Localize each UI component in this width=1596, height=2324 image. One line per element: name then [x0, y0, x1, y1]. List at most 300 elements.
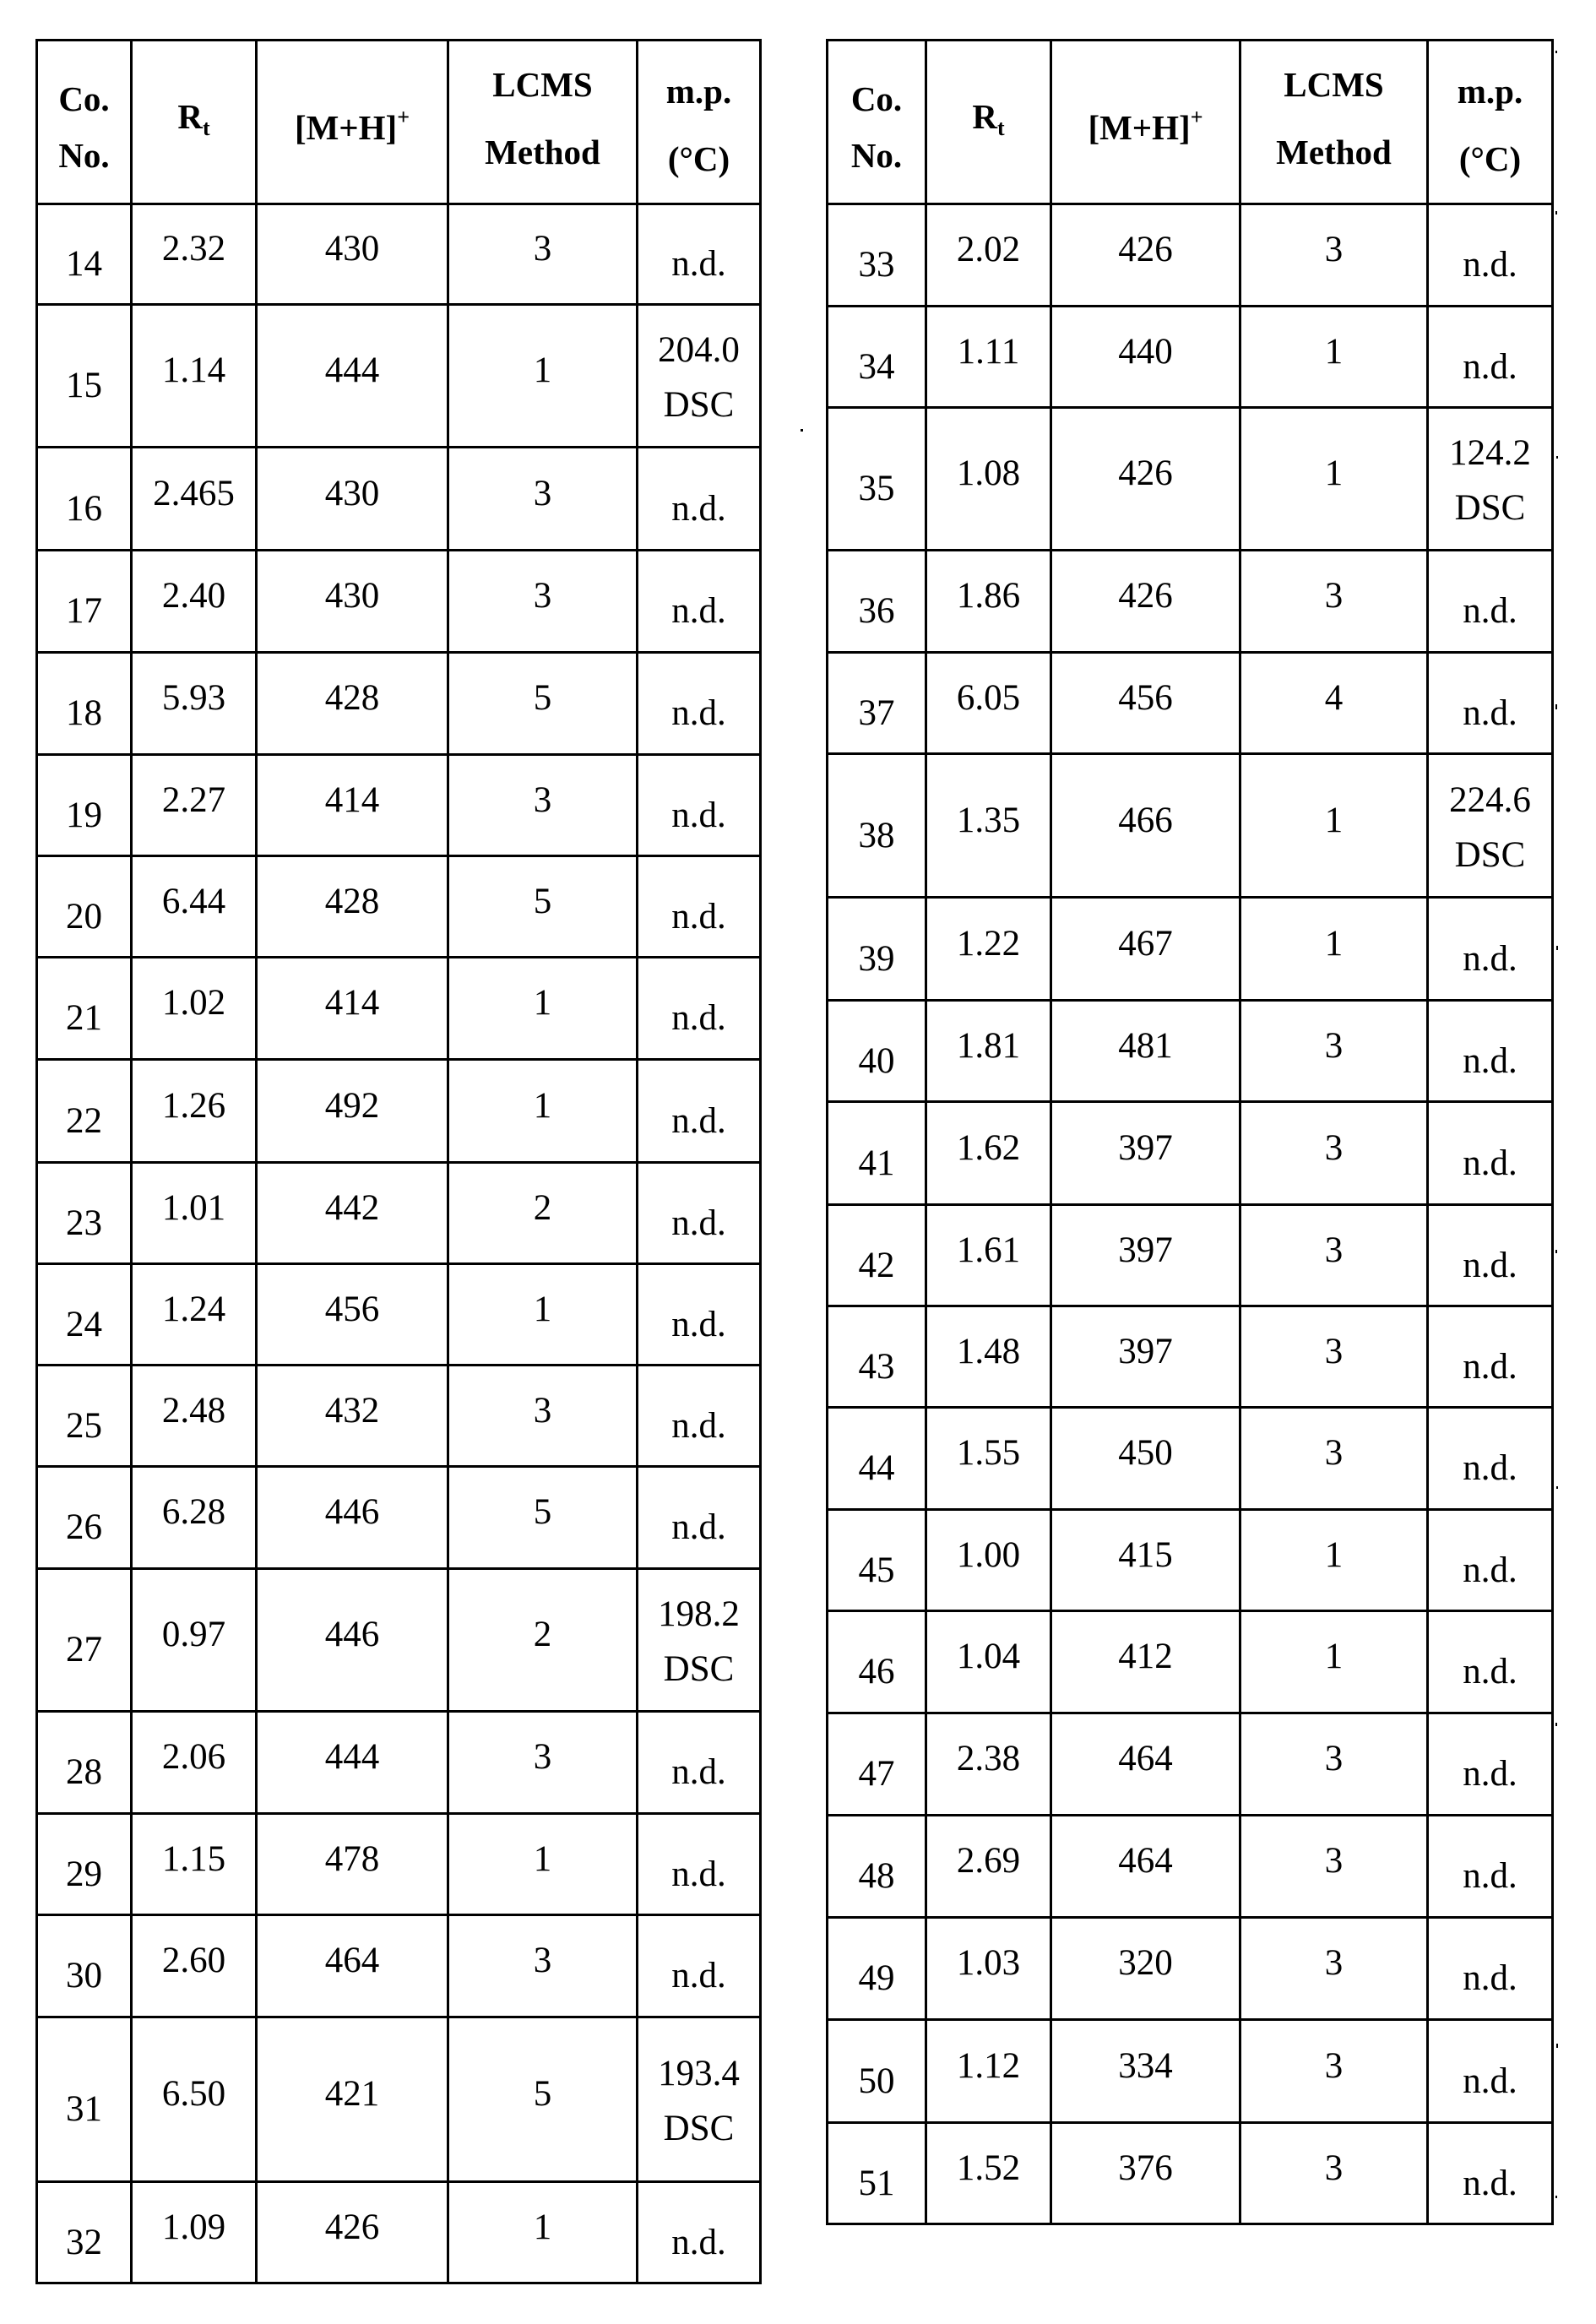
cell-mp-wrap — [638, 687, 759, 740]
cell-mh-value: 478 — [324, 1838, 380, 1879]
cell-lcms — [1240, 1918, 1428, 2020]
cell-mh — [257, 305, 448, 448]
table-row — [828, 1102, 1553, 1205]
cell-lcms — [448, 305, 638, 448]
cell-lcms-value: 1 — [533, 1085, 552, 1126]
cell-mp-wrap — [1429, 1646, 1551, 1698]
cell-mp-value: n.d. — [1463, 1245, 1517, 1285]
cell-lcms-value: 3 — [1324, 1331, 1344, 1371]
cell-mp-wrap — [1429, 585, 1551, 638]
cell-mp-value: n.d. — [1463, 2061, 1517, 2101]
cell-mp-wrap — [1429, 1442, 1551, 1495]
cell-lcms — [448, 1264, 638, 1366]
cell-mh-value: 444 — [324, 350, 380, 390]
cell-lcms — [1240, 1713, 1428, 1816]
table-row — [37, 755, 761, 856]
cell-mh-value: 456 — [324, 1289, 380, 1329]
cell-rt-value: 1.09 — [161, 2207, 226, 2247]
cell-rt-value: 6.28 — [161, 1492, 226, 1532]
cell-mp-wrap — [1429, 687, 1551, 740]
table-row — [828, 754, 1553, 898]
cell-co-no — [828, 1306, 926, 1408]
table-row — [828, 2123, 1553, 2224]
table-row — [828, 2020, 1553, 2123]
cell-rt-value: 1.14 — [161, 350, 226, 390]
cell-lcms-value: 3 — [1324, 1127, 1344, 1168]
cell-lcms-value: 3 — [1324, 2148, 1344, 2188]
cell-mp — [1428, 1205, 1553, 1306]
cell-co-no-value: 48 — [858, 1856, 895, 1896]
cell-mh — [257, 1264, 448, 1366]
cell-co-no — [37, 305, 132, 448]
cell-mh-value: 432 — [324, 1390, 380, 1431]
header-row — [828, 41, 1553, 204]
cell-mp-wrap — [1429, 1748, 1551, 1800]
scan-speck — [1555, 2196, 1557, 2198]
scan-speck — [1555, 51, 1557, 53]
cell-co-no — [828, 307, 926, 408]
cell-mp-method: DSC — [663, 2109, 735, 2148]
cell-co-no-value: 49 — [858, 1958, 895, 1998]
cell-co-no-value: 34 — [858, 346, 895, 387]
cell-mh — [257, 2017, 448, 2182]
scan-speck — [1556, 1486, 1558, 1489]
cell-lcms-value: 1 — [533, 2207, 552, 2247]
cell-mp — [638, 1060, 761, 1163]
cell-lcms — [448, 2182, 638, 2283]
header-mh-main: [M+H] — [294, 107, 398, 147]
cell-lcms — [1240, 2020, 1428, 2123]
cell-co-no — [37, 204, 132, 305]
header-co-no-line2: No. — [58, 135, 110, 175]
cell-co-no-value: 21 — [66, 998, 102, 1038]
header-mp-line1: m.p. — [1457, 71, 1523, 111]
cell-mh-value: 444 — [324, 1737, 380, 1777]
cell-co-no — [828, 408, 926, 551]
table-row — [828, 1306, 1553, 1408]
cell-mp-wrap — [638, 992, 759, 1045]
cell-mp-wrap — [638, 1400, 759, 1452]
scan-speck — [1555, 1723, 1557, 1726]
cell-co-no-value: 19 — [66, 795, 102, 835]
cell-lcms-value: 3 — [533, 1390, 552, 1431]
cell-lcms — [1240, 1205, 1428, 1306]
cell-co-no-value: 44 — [858, 1448, 895, 1488]
cell-mh-value: 376 — [1118, 2148, 1173, 2188]
cell-lcms — [1240, 1102, 1428, 1205]
cell-co-no-value: 35 — [858, 469, 895, 508]
cell-rt — [132, 305, 257, 448]
cell-mh — [257, 2182, 448, 2283]
cell-mp-value: n.d. — [671, 693, 726, 733]
cell-co-no — [37, 1366, 132, 1467]
cell-lcms — [1240, 754, 1428, 898]
cell-rt — [132, 755, 257, 856]
cell-lcms-value: 3 — [533, 1737, 552, 1777]
cell-mp — [638, 448, 761, 551]
table-row — [37, 2017, 761, 2182]
cell-rt — [926, 754, 1051, 898]
cell-rt — [926, 1205, 1051, 1306]
cell-mp-wrap — [1429, 933, 1551, 986]
cell-mp-value: n.d. — [1463, 245, 1517, 285]
table-row — [37, 204, 761, 305]
cell-rt — [132, 204, 257, 305]
cell-mp-wrap — [638, 1299, 759, 1351]
header-rt — [926, 41, 1051, 204]
cell-rt-value: 1.81 — [956, 1025, 1021, 1066]
cell-co-no-value: 37 — [858, 692, 895, 733]
cell-co-no-value: 17 — [66, 591, 102, 631]
cell-rt — [926, 1306, 1051, 1408]
cell-mp — [1428, 1306, 1553, 1408]
cell-lcms — [448, 755, 638, 856]
cell-mh — [257, 551, 448, 653]
cell-rt — [926, 204, 1051, 307]
cell-mh-value: 421 — [324, 2074, 380, 2114]
header-rt-sub: t — [202, 115, 210, 140]
cell-lcms-value: 1 — [533, 350, 552, 390]
cell-mp — [1428, 653, 1553, 754]
cell-lcms-value: 1 — [533, 983, 552, 1023]
cell-mh — [257, 1163, 448, 1264]
cell-rt-value: 1.24 — [161, 1289, 226, 1329]
cell-mp-wrap — [638, 891, 759, 943]
cell-lcms-value: 5 — [533, 1492, 552, 1532]
cell-co-no — [37, 2017, 132, 2182]
cell-rt-value: 0.97 — [161, 1615, 226, 1654]
cell-mp — [638, 856, 761, 958]
cell-mh-value: 466 — [1118, 800, 1173, 840]
cell-rt-value: 1.00 — [956, 1534, 1021, 1575]
cell-mp-value: 124.2 — [1449, 433, 1531, 473]
cell-co-no — [828, 1205, 926, 1306]
cell-rt — [926, 1611, 1051, 1713]
cell-rt — [132, 2017, 257, 2182]
cell-lcms — [448, 1163, 638, 1264]
cell-mp-value: n.d. — [1463, 1448, 1517, 1488]
scan-speck — [1556, 456, 1558, 459]
cell-rt-value: 1.04 — [956, 1637, 1021, 1676]
cell-mh — [1051, 1611, 1240, 1713]
table-row — [828, 1713, 1553, 1816]
table-row — [37, 1264, 761, 1366]
cell-mh-value: 464 — [324, 1941, 380, 1980]
header-mp — [1428, 41, 1553, 204]
cell-lcms-value: 1 — [1324, 923, 1344, 964]
cell-mp — [638, 1915, 761, 2017]
cell-lcms — [1240, 653, 1428, 754]
cell-co-no-value: 20 — [66, 896, 102, 937]
cell-mp-value: n.d. — [671, 1854, 726, 1894]
cell-co-no — [37, 1569, 132, 1712]
cell-mh — [1051, 1102, 1240, 1205]
cell-mp-value: n.d. — [671, 244, 726, 284]
cell-mp-value: n.d. — [671, 1956, 726, 1995]
cell-co-no — [828, 754, 926, 898]
cell-rt-value: 1.62 — [956, 1127, 1021, 1168]
cell-lcms-value: 3 — [1324, 1943, 1344, 1983]
cell-rt — [132, 856, 257, 958]
cell-lcms — [448, 856, 638, 958]
table-row — [37, 1915, 761, 2017]
cell-mp-wrap — [1429, 2055, 1551, 2108]
cell-co-no-value: 14 — [66, 244, 102, 284]
right-table-body — [828, 204, 1553, 2224]
cell-co-no — [828, 1510, 926, 1611]
cell-mp — [638, 1814, 761, 1915]
cell-co-no — [828, 1001, 926, 1102]
table-row — [37, 653, 761, 755]
table-row — [828, 1611, 1553, 1713]
compound-table-left — [35, 39, 762, 2284]
cell-rt-value: 1.22 — [956, 923, 1021, 964]
table-row — [37, 1814, 761, 1915]
cell-rt — [926, 1713, 1051, 1816]
cell-mp — [1428, 754, 1553, 898]
cell-mp — [638, 1569, 761, 1712]
cell-mp-value: 193.4 — [658, 2054, 740, 2093]
cell-mp-value: n.d. — [1463, 1856, 1517, 1896]
cell-co-no-value: 22 — [66, 1100, 102, 1141]
cell-mh — [1051, 653, 1240, 754]
cell-mp-value: n.d. — [671, 1507, 726, 1547]
cell-rt — [132, 958, 257, 1060]
cell-co-no — [37, 1915, 132, 2017]
table-row — [37, 305, 761, 448]
cell-mh-value: 397 — [1118, 1230, 1173, 1270]
cell-co-no-value: 33 — [858, 245, 895, 285]
cell-mh-value: 415 — [1118, 1534, 1173, 1575]
cell-lcms-value: 3 — [533, 576, 552, 616]
cell-mp-value: n.d. — [1463, 692, 1517, 733]
cell-mp-wrap — [638, 1501, 759, 1554]
cell-mh — [257, 204, 448, 305]
cell-lcms-value: 3 — [1324, 1230, 1344, 1270]
table-row — [37, 1467, 761, 1569]
cell-co-no-value: 23 — [66, 1203, 102, 1243]
cell-lcms — [448, 1366, 638, 1467]
cell-rt — [132, 448, 257, 551]
cell-mp-value: n.d. — [671, 488, 726, 529]
cell-mh — [1051, 1205, 1240, 1306]
cell-rt — [926, 408, 1051, 551]
cell-lcms-value: 4 — [1324, 677, 1344, 718]
cell-lcms — [448, 1712, 638, 1814]
header-rt-sub: t — [996, 115, 1005, 140]
table-row — [828, 551, 1553, 653]
cell-mp-value: n.d. — [1463, 1652, 1517, 1691]
cell-mp — [1428, 307, 1553, 408]
cell-rt-value: 1.26 — [161, 1085, 226, 1126]
cell-co-no-value: 39 — [858, 938, 895, 979]
cell-mp-value: 224.6 — [1449, 779, 1531, 820]
cell-lcms-value: 2 — [533, 1615, 552, 1654]
table-row — [828, 898, 1553, 1001]
cell-lcms-value: 3 — [1324, 1025, 1344, 1066]
cell-co-no-value: 32 — [66, 2222, 102, 2262]
cell-lcms — [448, 1467, 638, 1569]
cell-rt-value: 1.52 — [956, 2148, 1021, 2188]
cell-lcms — [448, 1915, 638, 2017]
cell-mh — [1051, 204, 1240, 307]
table-row — [37, 958, 761, 1060]
cell-mp — [1428, 1713, 1553, 1816]
cell-mp-wrap — [1429, 1240, 1551, 1292]
cell-mh — [257, 856, 448, 958]
cell-mh — [1051, 898, 1240, 1001]
cell-mp-wrap — [638, 321, 759, 431]
scan-speck — [1556, 2044, 1558, 2048]
cell-rt — [132, 1366, 257, 1467]
header-mh-sup: + — [1190, 104, 1203, 129]
left-table-body — [37, 204, 761, 2283]
cell-rt — [926, 2020, 1051, 2123]
cell-mp-method: DSC — [1454, 488, 1526, 528]
cell-mh — [257, 1569, 448, 1712]
cell-mp-wrap — [638, 2044, 759, 2154]
header-co-no — [828, 41, 926, 204]
cell-co-no — [37, 1264, 132, 1366]
cell-mh-value: 426 — [1118, 576, 1173, 616]
cell-co-no — [37, 856, 132, 958]
table-row — [37, 448, 761, 551]
cell-rt — [926, 1102, 1051, 1205]
header-mh-sup: + — [397, 104, 410, 129]
cell-mh-value: 464 — [1118, 1739, 1173, 1778]
cell-lcms — [448, 1060, 638, 1163]
cell-mp-value: n.d. — [671, 2222, 726, 2262]
scan-speck — [1556, 946, 1558, 950]
cell-lcms — [448, 204, 638, 305]
cell-co-no-value: 16 — [66, 488, 102, 529]
header-lcms-line1: LCMS — [492, 64, 593, 104]
cell-rt — [926, 1510, 1051, 1611]
cell-co-no-value: 43 — [858, 1346, 895, 1387]
cell-mp-value: n.d. — [671, 896, 726, 937]
cell-mp-wrap — [638, 1585, 759, 1695]
cell-lcms — [448, 1569, 638, 1712]
cell-rt-value: 2.69 — [956, 1841, 1021, 1881]
cell-mp-wrap — [638, 790, 759, 842]
cell-co-no-value: 36 — [858, 591, 895, 631]
cell-co-no-value: 29 — [66, 1854, 102, 1894]
cell-mp-wrap — [638, 1197, 759, 1250]
header-lcms-line2: Method — [485, 132, 600, 171]
scan-speck — [1555, 211, 1557, 214]
cell-mp — [638, 2182, 761, 2283]
cell-lcms-value: 3 — [1324, 1739, 1344, 1778]
table-row — [37, 856, 761, 958]
cell-mp — [1428, 1611, 1553, 1713]
cell-mp-wrap — [638, 483, 759, 535]
cell-mp-value: n.d. — [1463, 1143, 1517, 1183]
cell-co-no-value: 47 — [858, 1754, 895, 1794]
cell-mp — [638, 204, 761, 305]
cell-mp-value: n.d. — [1463, 1958, 1517, 1998]
cell-mh — [1051, 1918, 1240, 2020]
cell-rt-value: 2.32 — [161, 229, 226, 269]
cell-mp-wrap — [638, 1095, 759, 1148]
table-row — [828, 408, 1553, 551]
cell-mh-value: 464 — [1118, 1841, 1173, 1881]
cell-co-no — [828, 2123, 926, 2224]
cell-lcms-value: 3 — [1324, 1841, 1344, 1881]
cell-mp — [1428, 551, 1553, 653]
cell-mp — [638, 958, 761, 1060]
cell-lcms-value: 3 — [1324, 576, 1344, 616]
cell-mh — [1051, 1713, 1240, 1816]
header-mp-line2: (°C) — [1458, 138, 1522, 178]
cell-mp — [1428, 1001, 1553, 1102]
cell-rt — [132, 2182, 257, 2283]
cell-rt-value: 1.03 — [956, 1943, 1021, 1983]
header-rt — [132, 41, 257, 204]
header-lcms-line1: LCMS — [1284, 64, 1384, 104]
cell-mp — [1428, 1816, 1553, 1918]
cell-co-no — [828, 2020, 926, 2123]
cell-mp-value: n.d. — [671, 1203, 726, 1243]
cell-mh-value: 397 — [1118, 1127, 1173, 1168]
cell-rt — [926, 1408, 1051, 1510]
cell-mp-wrap — [638, 238, 759, 290]
cell-co-no — [37, 1163, 132, 1264]
table-row — [828, 653, 1553, 754]
table-row — [828, 1510, 1553, 1611]
cell-mp-wrap — [638, 2217, 759, 2269]
cell-co-no — [828, 1611, 926, 1713]
cell-lcms — [1240, 1306, 1428, 1408]
cell-co-no-value: 15 — [66, 366, 102, 405]
cell-mp-value: 198.2 — [658, 1594, 740, 1634]
cell-mp-wrap — [1429, 424, 1551, 534]
cell-mp-wrap — [1429, 1035, 1551, 1088]
cell-lcms — [448, 2017, 638, 2182]
cell-rt-value: 1.48 — [956, 1331, 1021, 1371]
cell-rt — [926, 307, 1051, 408]
cell-mh — [1051, 307, 1240, 408]
cell-co-no — [37, 551, 132, 653]
cell-rt-value: 6.44 — [161, 881, 226, 921]
cell-mp-value: n.d. — [1463, 1754, 1517, 1794]
cell-rt-value: 1.08 — [956, 453, 1021, 493]
cell-mp — [638, 1264, 761, 1366]
cell-mp-wrap — [1429, 1850, 1551, 1903]
cell-lcms — [1240, 1001, 1428, 1102]
cell-rt-value: 6.50 — [161, 2074, 226, 2114]
cell-mp-value: n.d. — [1463, 346, 1517, 387]
cell-mh — [257, 448, 448, 551]
cell-mp — [1428, 2020, 1553, 2123]
cell-co-no-value: 28 — [66, 1752, 102, 1792]
cell-mp-wrap — [638, 1849, 759, 1901]
cell-rt — [132, 1569, 257, 1712]
cell-lcms — [1240, 1510, 1428, 1611]
cell-rt-value: 1.12 — [956, 2045, 1021, 2086]
cell-lcms-value: 1 — [533, 1838, 552, 1879]
cell-co-no — [37, 1060, 132, 1163]
cell-mp-wrap — [1429, 771, 1551, 881]
cell-lcms-value: 3 — [1324, 2045, 1344, 2086]
cell-mh-value: 442 — [324, 1187, 380, 1228]
cell-co-no — [828, 1408, 926, 1510]
header-lcms — [1240, 41, 1428, 204]
cell-co-no — [37, 1814, 132, 1915]
cell-lcms — [1240, 2123, 1428, 2224]
cell-mh — [1051, 2020, 1240, 2123]
cell-co-no — [37, 448, 132, 551]
cell-mp-wrap — [638, 1950, 759, 2002]
